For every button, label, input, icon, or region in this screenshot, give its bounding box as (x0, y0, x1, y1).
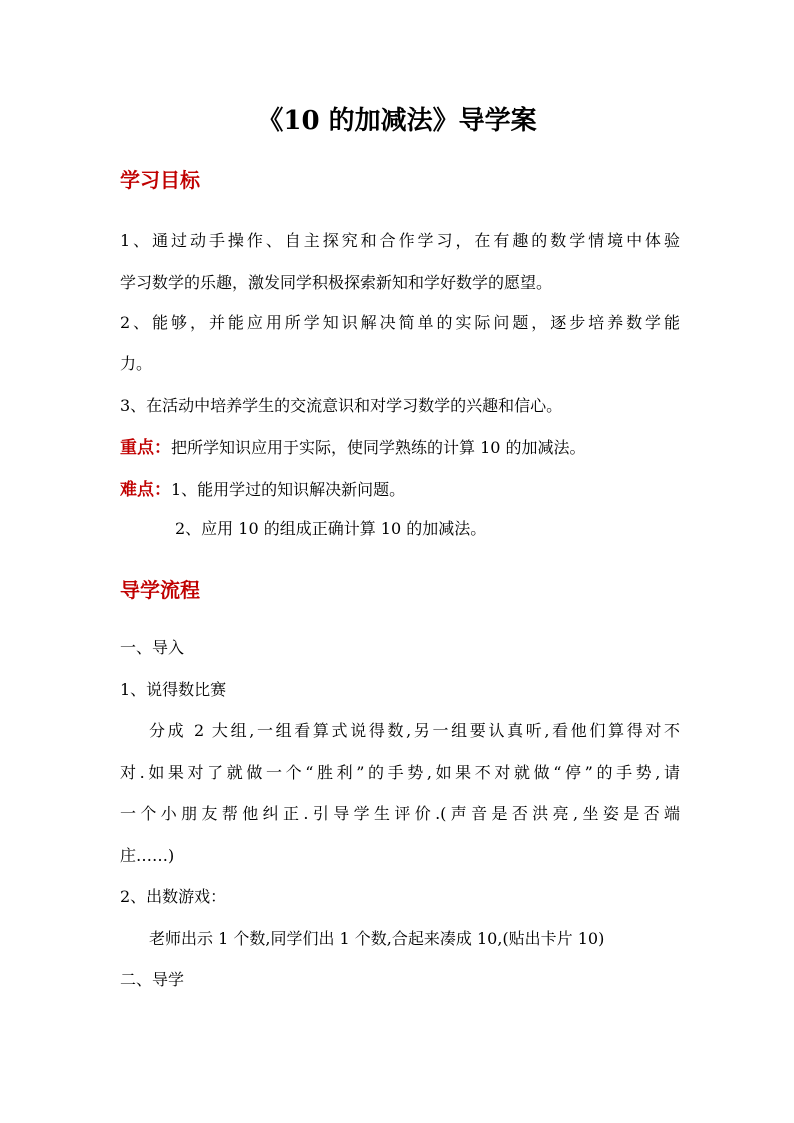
page-title: 《10 的加减法》导学案 (257, 106, 537, 136)
objectives-heading: 学习目标 (120, 168, 200, 192)
key-point-text: 把所学知识应用于实际，使同学熟练的计算 10 的加减法。 (171, 438, 586, 457)
difficulty-item-2: 2、应用 10 的组成正确计算 10 的加减法。 (175, 519, 487, 538)
key-point-label: 重点： (120, 438, 171, 458)
objective-2-line-a: 2、能够，并能应用所学知识解决简单的实际问题，逐步培养数学能 (120, 313, 680, 332)
key-point (120, 433, 680, 458)
objective-1-line-b: 学习数学的乐趣，激发同学积极探索新知和学好数学的愿望。 (120, 273, 553, 292)
objective-3: 3、在活动中培养学生的交流意识和对学习数学的兴趣和信心。 (120, 396, 563, 415)
difficulty (120, 475, 680, 500)
objective-2-line-b: 力。 (120, 354, 153, 373)
difficulty-label: 难点： (120, 480, 171, 500)
section-2-title: 二、导学 (120, 970, 185, 989)
step-1-paragraph-line-3: 一个小朋友帮他纠正.引导学生评价.(声音是否洪亮,坐姿是否端 (120, 804, 680, 823)
section-1-title: 一、导入 (120, 638, 185, 657)
process-heading: 导学流程 (120, 578, 200, 602)
step-2-title: 2、出数游戏： (120, 887, 227, 906)
difficulty-item-1: 1、能用学过的知识解决新问题。 (171, 480, 406, 499)
step-1-paragraph-line-4: 庄……) (120, 846, 175, 865)
step-1-title: 1、说得数比赛 (120, 680, 227, 699)
objective-1-line-a: 1、通过动手操作、自主探究和合作学习，在有趣的数学情境中体验 (120, 231, 680, 250)
step-1-paragraph-line-1: 分成 2 大组,一组看算式说得数,另一组要认真听,看他们算得对不 (149, 721, 680, 740)
step-1-paragraph-line-2: 对.如果对了就做一个“胜利”的手势,如果不对就做“停”的手势,请 (120, 763, 680, 782)
step-2-text: 老师出示 1 个数,同学们出 1 个数,合起来凑成 10,(贴出卡片 10) (149, 929, 605, 948)
